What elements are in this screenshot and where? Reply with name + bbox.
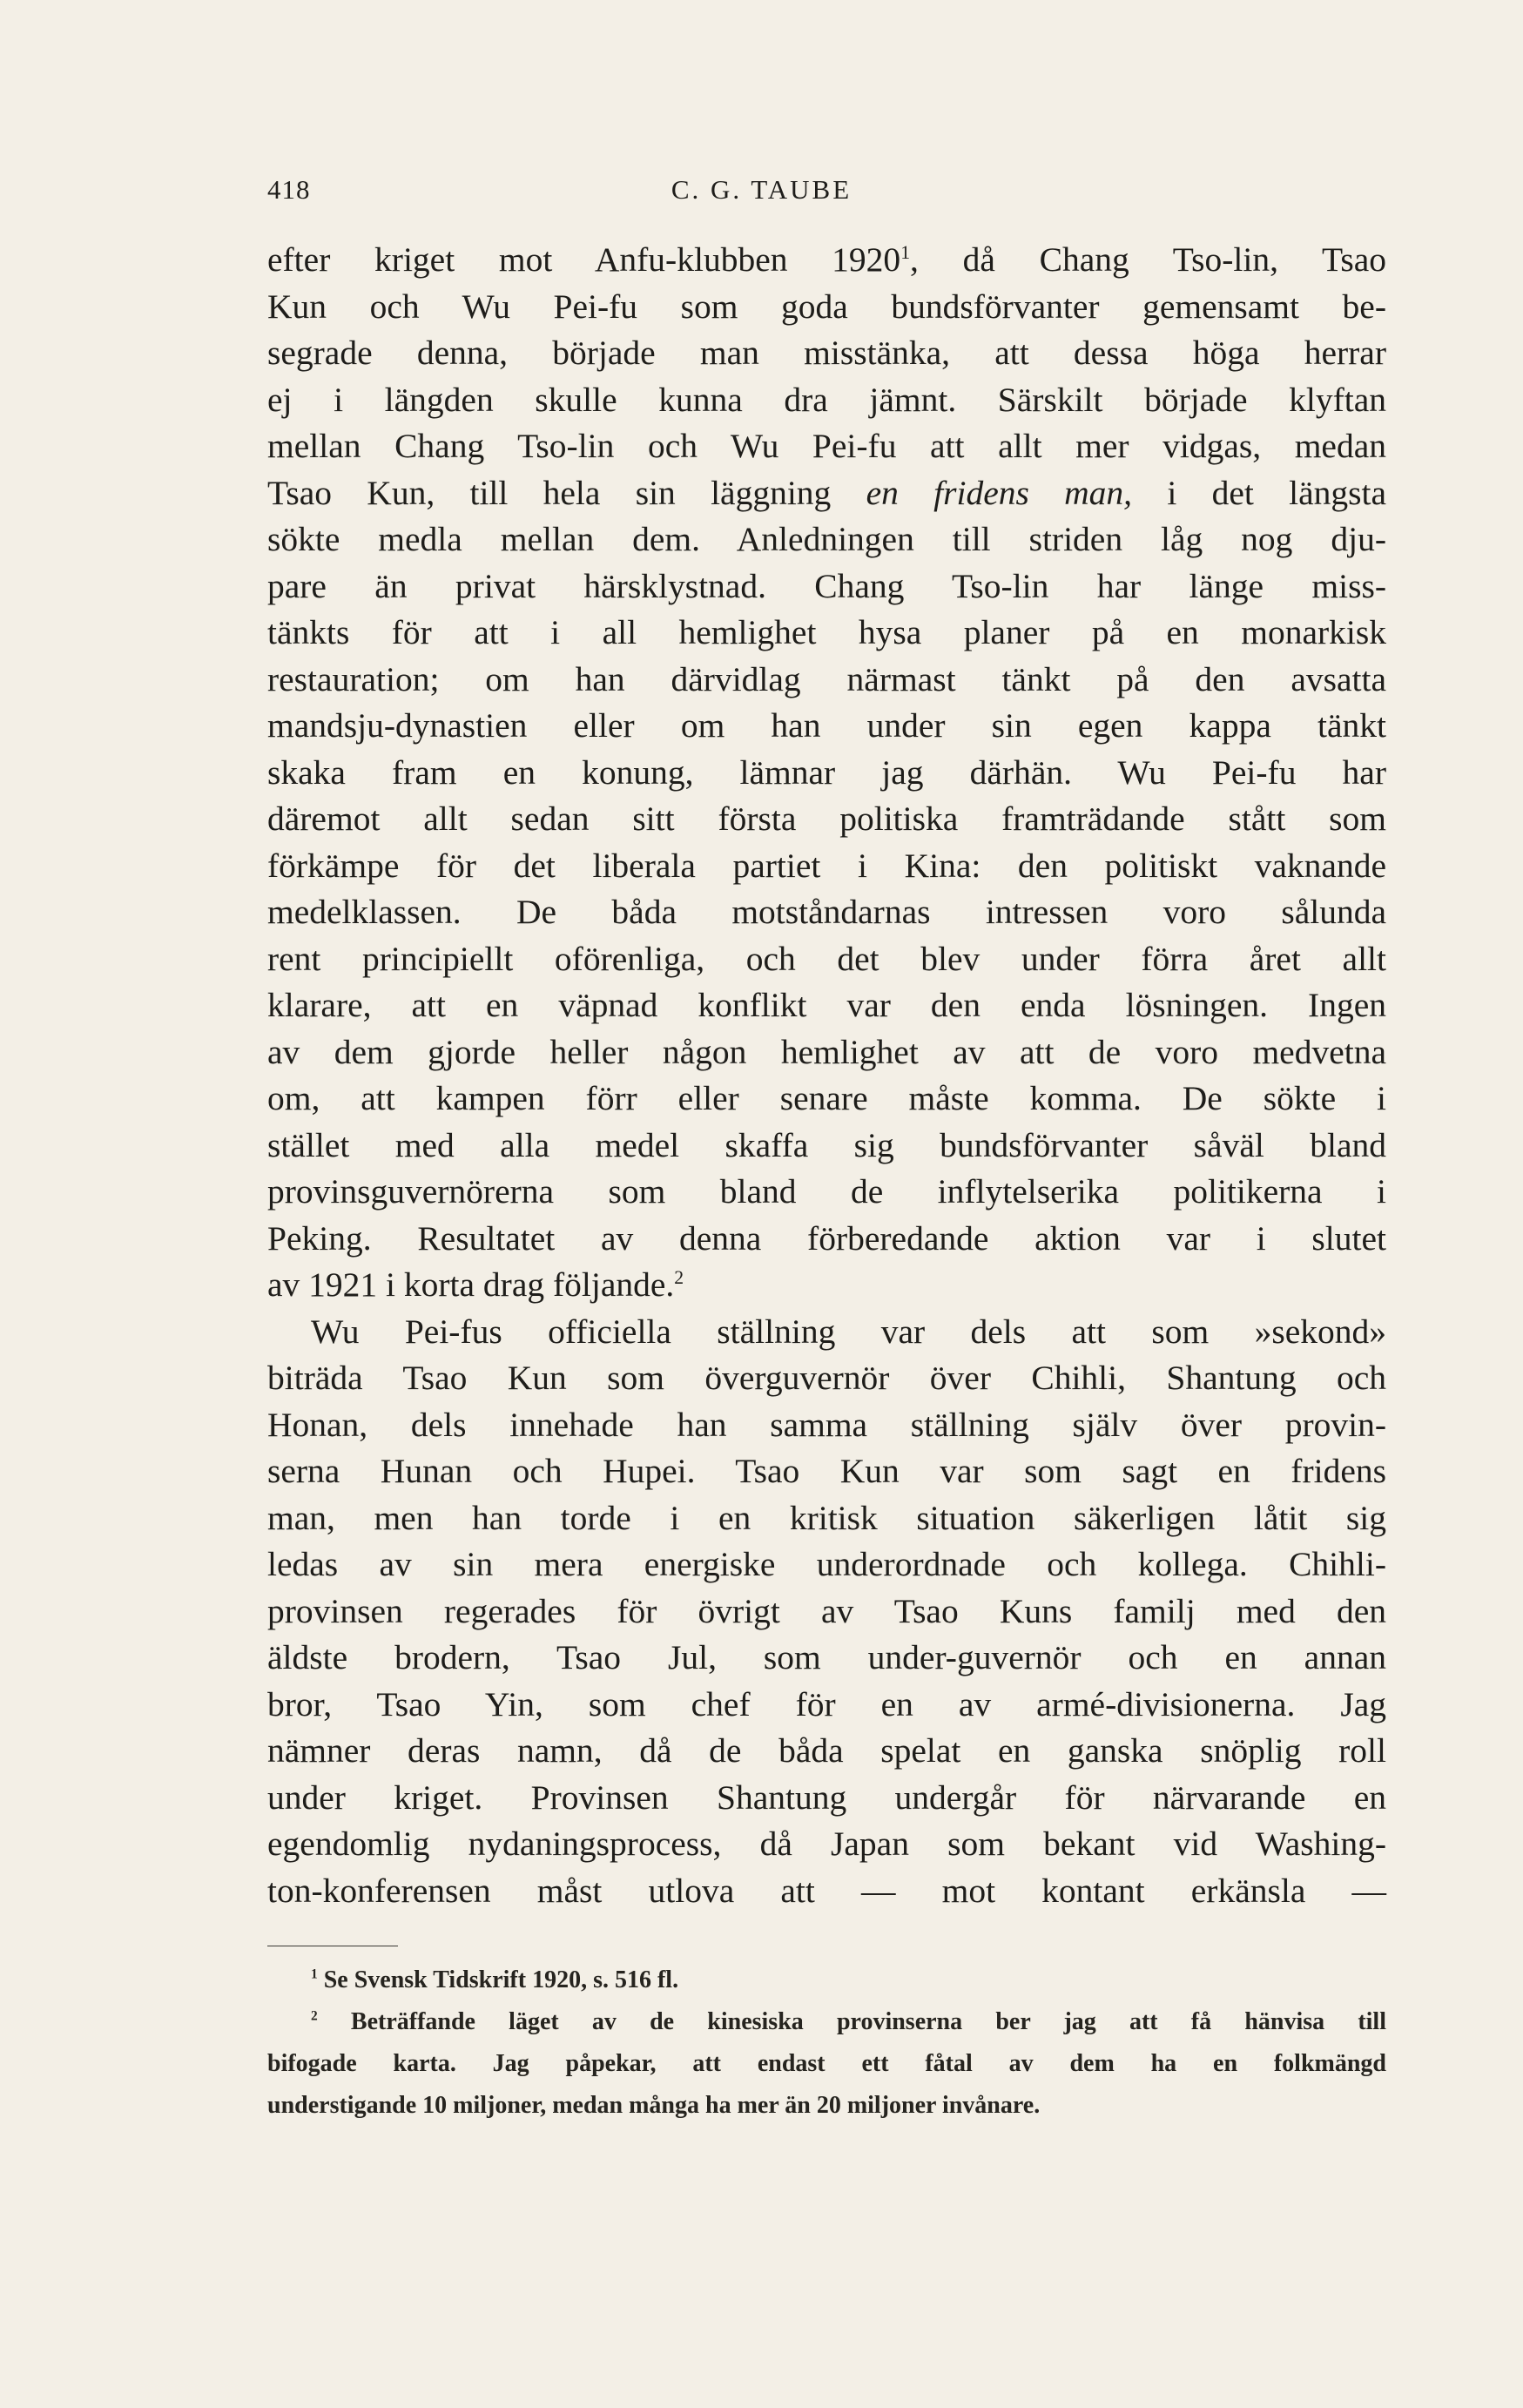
page-number: 418: [267, 174, 311, 205]
text-line: ton-konferensen måst utlova att — mot kontant erkänsla —: [267, 1871, 1386, 1910]
text-line: av dem gjorde heller någon hemlighet av att de voro medvetna: [267, 1032, 1386, 1071]
footnotes: [267, 1959, 1386, 2127]
footnote-2: [267, 2001, 1386, 2043]
page-header: [0, 174, 1523, 218]
text-line: restauration; om han därvidlag närmast tänkt på den avsatta: [267, 659, 1386, 698]
text-segment: , då Chang Tso-lin, Tsao: [910, 240, 1386, 279]
text-line: pare än privat härsklystnad. Chang Tso-lin har länge miss-: [267, 566, 1386, 605]
text-segment: av 1921 i korta drag följande.: [267, 1265, 675, 1304]
footnote-mark: 1: [311, 1966, 318, 1982]
text-line: biträda Tsao Kun som överguvernör över Chihli, Shantung och: [267, 1359, 1386, 1397]
text-segment: Tsao Kun, till hela sin läggning: [267, 473, 866, 512]
footnote-text: Beträffande läget av de kinesiska provinserna ber jag att få hänvisa till: [317, 2008, 1386, 2035]
text-line: rent principiellt oförenliga, och det blev under förra året allt: [267, 939, 1386, 978]
text-line: sökte medla mellan dem. Anledningen till striden låg nog dju-: [267, 520, 1386, 558]
text-line: mandsju-dynastien eller om han under sin egen kappa tänkt: [267, 706, 1386, 745]
text-segment: efter kriget mot Anfu-klubben 1920: [267, 240, 901, 279]
text-line: mellan Chang Tso-lin och Wu Pei-fu att allt mer vidgas, medan: [267, 427, 1386, 465]
text-line: Honan, dels innehade han samma ställning själv över provin-: [267, 1405, 1386, 1444]
text-line: egendomlig nydaningsprocess, då Japan som bekant vid Washing-: [267, 1825, 1386, 1863]
text-line: äldste brodern, Tsao Jul, som under-guvernör och en annan: [267, 1638, 1386, 1676]
footnote-ref-2: 2: [674, 1266, 684, 1288]
text-line: däremot allt sedan sitt första politiska framträdande stått som: [267, 799, 1386, 838]
text-line: klarare, att en väpnad konflikt var den enda lösningen. Ingen: [267, 986, 1386, 1024]
text-line: serna Hunan och Hupei. Tsao Kun var som sagt en fridens: [267, 1452, 1386, 1490]
text-line: tänkts för att i all hemlighet hysa planer på en monarkisk: [267, 613, 1386, 651]
italic-phrase: en fridens man,: [866, 473, 1133, 512]
text-line: provinsguvernörerna som bland de inflytelserika politikerna i: [267, 1172, 1386, 1211]
text-line: bror, Tsao Yin, som chef för en av armé-divisionerna. Jag: [267, 1684, 1386, 1723]
text-line: under kriget. Provinsen Shantung undergår för närvarande en: [267, 1777, 1386, 1817]
text-line: provinsen regerades för övrigt av Tsao Kuns familj med den: [267, 1591, 1386, 1630]
text-line: medelklassen. De båda motståndarnas intressen voro sålunda: [267, 893, 1386, 931]
text-line: [267, 237, 1386, 284]
text-line: man, men han torde i en kritisk situation säkerligen låtit sig: [267, 1498, 1386, 1537]
footnote-2-line: understigande 10 miljoner, medan många ha mer än 20 miljoner invånare.: [267, 2092, 1041, 2119]
footnote-mark: 2: [311, 2008, 318, 2024]
text-segment: i det längsta: [1132, 473, 1387, 512]
text-line: förkämpe för det liberala partiet i Kina: den politiskt vaknande: [267, 846, 1386, 885]
text-line: segrade denna, började man misstänka, att dessa höga herrar: [267, 334, 1386, 372]
text-line: Wu Pei-fus officiella ställning var dels att som »sekond»: [311, 1312, 1386, 1351]
text-line: skaka fram en konung, lämnar jag därhän. Wu Pei-fu har: [267, 752, 1386, 792]
text-line: [267, 470, 1386, 517]
body-text: [267, 237, 1386, 1914]
text-line: om, att kampen förr eller senare måste komma. De sökte i: [267, 1079, 1386, 1117]
text-line: nämner deras namn, då de båda spelat en ganska snöplig roll: [267, 1731, 1386, 1770]
footnote-ref-1: 1: [900, 241, 911, 263]
text-line: Kun och Wu Pei-fu som goda bundsförvanter gemensamt be-: [267, 287, 1386, 326]
text-line: ledas av sin mera energiske underordnade och kollega. Chihli-: [267, 1545, 1386, 1583]
footnote-1: [267, 1959, 1386, 2001]
text-line: Peking. Resultatet av denna förberedande aktion var i slutet: [267, 1218, 1386, 1258]
text-line: ej i längden skulle kunna dra jämnt. Särskilt började klyftan: [267, 380, 1386, 419]
running-head-author: C. G. TAUBE: [671, 174, 852, 205]
footnote-2-line: bifogade karta. Jag påpekar, att endast ett fåtal av dem ha en folkmängd: [267, 2050, 1386, 2077]
text-line: stället med alla medel skaffa sig bundsförvanter såväl bland: [267, 1125, 1386, 1164]
text-line: [267, 1262, 1386, 1309]
footnote-text: Se Svensk Tidskrift 1920, s. 516 fl.: [317, 1966, 679, 1993]
